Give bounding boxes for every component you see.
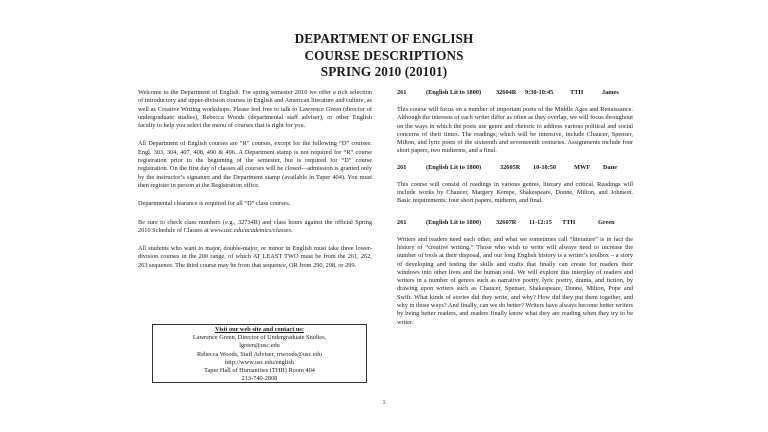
course-code: 32604R — [496, 89, 517, 96]
course-time: 9:30-10:45 — [525, 89, 554, 96]
course-entry — [397, 219, 633, 327]
contact-phone: 213-740-2808 — [241, 375, 278, 383]
course-header — [397, 219, 633, 228]
contact-adviser: Rebecca Woods, Staff Adviser, rrwoods@usc.edu — [197, 350, 322, 358]
course-entry — [397, 164, 633, 206]
contact-box — [152, 324, 367, 383]
course-days: TTH — [570, 89, 584, 96]
course-description: Writers and readers need each other, and what we sometimes call “literature” is in fact the history of “creative writing.” Those who wish to write will always need to increase the number of tools at their disposal, and our long English history is a writer’s toolbox – a story of developing and testing the skills and crafts that finally can create for readers their windows into other lives and the human soul. We will explore this interplay of readers and writers in a number of genres such as narrative poetry, lyric poetry, drama, and fiction, by drawing upon writers such as Chaucer, Spenser, Shakespeare, Donne, Milton, Pope and Swift. What kinds of stories did they write, and why? How did they put them together, and why in those ways? And finally, can we do better? Writers have always become better writers by being better readers, and readers finally know what they are reading when they try to be writer. — [397, 235, 633, 326]
page-header — [0, 31, 768, 81]
course-header — [397, 164, 633, 173]
course-title: (English Lit to 1800) — [426, 89, 482, 96]
course-description: This course will consist of readings in various genres, literary and critical. Readings will include works by Chaucer, Margery Kempe, Shakespeare, Donne, Milton, and Johnson. Basic requirements: four short papers, midterm, and final. — [397, 180, 633, 205]
course-days: TTH — [562, 218, 576, 226]
major-requirements-paragraph: All students who want to major, double-major, or minor in English must take three lower-division courses in the 200 range, of which AT LEAST TWO must be from the 261, 262, 263 sequence. The third course may be from that sequence, OR from 290, 298, or 299. — [138, 245, 372, 269]
course-number: 261 — [397, 163, 407, 171]
contact-website[interactable]: http://www.usc.edu/english — [225, 358, 294, 366]
contact-room: Taper Hall of Humanities (THH) Room 404 — [204, 367, 315, 375]
contact-director: Lawrence Green, Director of Undergraduate Studies, — [192, 334, 327, 342]
clearance-paragraph: Departmental clearance is required for all “D” class courses. — [138, 200, 291, 208]
class-numbers-paragraph — [138, 219, 372, 236]
course-number: 261 — [397, 218, 407, 226]
welcome-paragraph: Welcome to the Department of English. For spring semester 2010 we offer a rich selection of introductory and upper-division courses in English and American literature and culture, as well as Creative Writing workshops. Please feel free to talk to Lawrence Green (director of undergraduate studies), Rebecca Woods (departmental staff adviser), or other English faculty to help you select the menu of courses that is right for you. — [138, 89, 372, 130]
course-time: 10-10:50 — [533, 163, 557, 171]
course-days: MWF — [574, 163, 591, 171]
course-number: 261 — [397, 89, 407, 96]
course-entry — [397, 89, 633, 156]
course-instructor: Dane — [603, 163, 617, 171]
contact-director-email[interactable]: lgreen@usc.edu — [239, 342, 280, 350]
course-types-paragraph: All Department of English courses are “R” courses, except for the following “D” courses: Engl. 303, 304, 407, 408, 490 & 496. A Department stamp is not required for “R” course registration prior to the beginning of the semester, but is required for “D” course registration. On the first day of classes all courses will be closed—admission is granted only by the instructor’s signature and the Department stamp (available in Taper 404). You must then register in person at the Registration office. — [138, 140, 372, 189]
courses-column — [397, 89, 633, 327]
department-title: DEPARTMENT OF ENGLISH — [294, 31, 474, 46]
course-code: 32607R — [496, 218, 517, 226]
course-title: (English Lit to 1800) — [426, 218, 482, 226]
course-header — [397, 89, 633, 98]
page-number: 1 — [382, 400, 386, 406]
intro-column — [138, 89, 372, 280]
course-description: This course will focus on a number of important poets of the Middle Ages and Renaissance. Although the interests of each writer differ as often as they overlap, we will focus throughout on the ways in which the poets use genre and rhetoric to address various political and social concerns of their times. The readings, which will be intensive, include Chaucer, Spenser, Milton, and lyric poets of the sixteenth and seventeenth centuries. Assignments include four short papers, two midterms, and a final. — [397, 106, 633, 155]
class-numbers-end: . — [290, 226, 293, 234]
document-title: COURSE DESCRIPTIONS — [304, 47, 464, 63]
contact-title: Visit our web site and contact us: — [215, 326, 304, 333]
schedule-link[interactable]: www.usc.edu/academics/classes — [210, 226, 291, 234]
semester-title: SPRING 2010 (20101) — [320, 64, 448, 79]
course-title: (English Lit to 1800) — [426, 163, 482, 171]
course-instructor: James — [602, 89, 619, 96]
course-time: 11-12:15 — [529, 218, 552, 226]
course-instructor: Green — [598, 218, 615, 226]
course-code: 32605R — [500, 163, 521, 171]
class-numbers-text: Be sure to check class numbers (e.g., 32734R) and class hours against the official Spring 2010 Schedule of Classes at — [138, 218, 372, 234]
